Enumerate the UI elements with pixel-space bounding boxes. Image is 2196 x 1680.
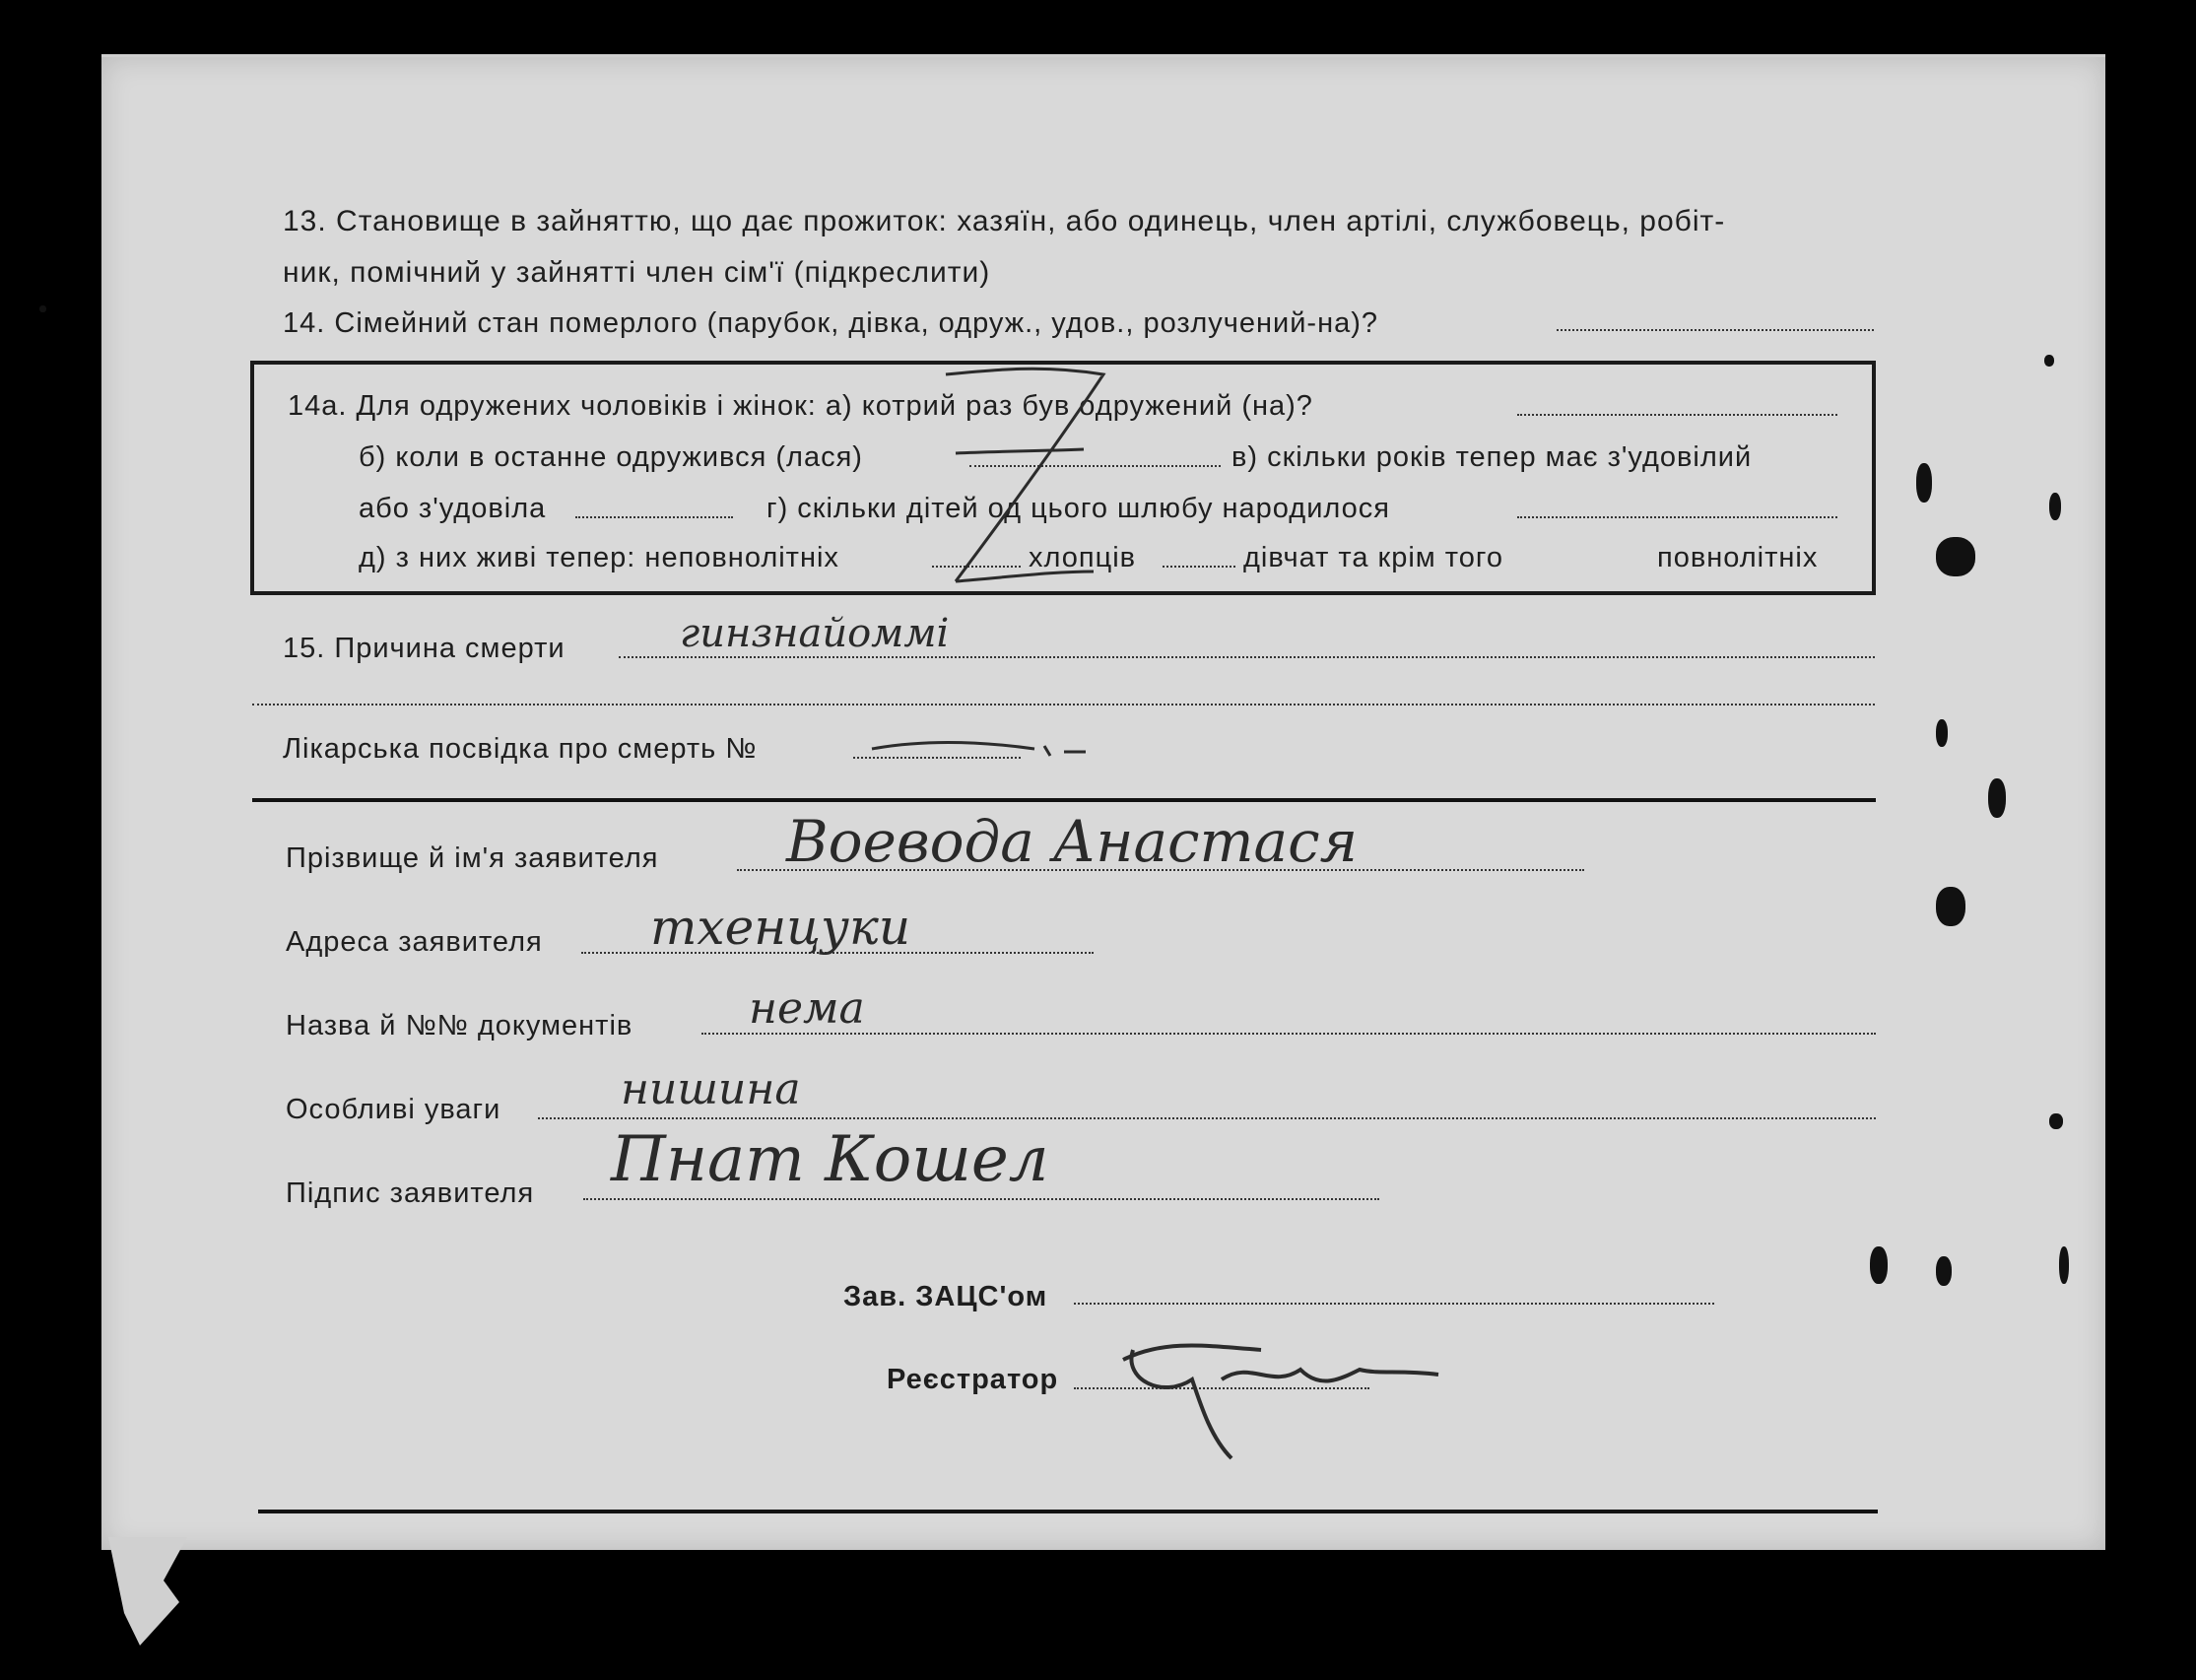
punch-hole (2059, 1246, 2069, 1284)
punch-hole (2049, 1113, 2063, 1129)
applicant-signature-value[interactable]: Пнат Кошел (611, 1123, 1049, 1196)
item14a-widow-answer-line[interactable] (575, 516, 733, 518)
applicant-documents-label: Назва й №№ документів (286, 1010, 633, 1042)
head-signature-line[interactable] (1074, 1303, 1714, 1305)
applicant-documents-value[interactable]: нема (749, 983, 865, 1034)
applicant-notes-value[interactable]: нишина (621, 1064, 801, 1114)
item14a-line4c: дівчат та крім того (1243, 542, 1503, 573)
crossout-stroke (916, 355, 1133, 591)
item14a-line2b: в) скільки років тепер має з'удовілий (1231, 441, 1753, 473)
applicant-name-value[interactable]: Воевода Анастася (786, 808, 1358, 875)
applicant-signature-line[interactable] (583, 1198, 1379, 1200)
item15-answer-line[interactable] (619, 656, 1875, 658)
item15-answer-line-2[interactable] (252, 704, 1875, 706)
item14a-line1: 14а. Для одружених чоловіків і жінок: а) котрий раз був одружений (на)? (288, 390, 1313, 422)
punch-hole (1916, 463, 1932, 503)
item14a-line2a: б) коли в останне одружився (лася) (359, 441, 863, 473)
item14a-line3b: г) скільки дітей од цього шлюбу народилося (766, 493, 1390, 524)
applicant-address-value[interactable]: тхенцуки (650, 899, 911, 956)
item14a-line4b: хлопців (1029, 542, 1137, 573)
item14a-line4d: повнолітніх (1657, 542, 1819, 573)
torn-corner (108, 1537, 187, 1646)
item14-label: 14. Сімейний стан померлого (парубок, дівка, одруж., удов., розлучений-на)? (283, 307, 1379, 339)
applicant-address-label: Адреса заявителя (286, 926, 543, 958)
item13-line1: 13. Становище в зайняттю, що дає прожиток: хазяїн, або одинець, член артілі, службовець, робіт- (283, 205, 1726, 237)
section-divider (252, 798, 1876, 802)
registrar-signature (1103, 1320, 1458, 1468)
applicant-name-label: Прізвище й ім'я заявителя (286, 842, 659, 874)
punch-hole (2049, 493, 2061, 520)
item15-label: 15. Причина смерти (283, 633, 566, 664)
certificate-label: Лікарська посвідка про смерть № (283, 733, 758, 765)
bottom-divider (258, 1510, 1878, 1513)
item14a-line3a: або з'удовіла (359, 493, 547, 524)
item14a-boys-answer-line[interactable] (1163, 566, 1235, 568)
applicant-notes-line[interactable] (538, 1117, 1876, 1119)
applicant-documents-line[interactable] (701, 1033, 1876, 1035)
head-label: Зав. ЗАЦС'ом (843, 1281, 1048, 1312)
applicant-notes-label: Особливі уваги (286, 1094, 501, 1125)
item15-value[interactable]: гинзнайоммі (680, 611, 950, 656)
item14-answer-line[interactable] (1557, 329, 1874, 331)
item14a-a-answer-line[interactable] (1517, 414, 1837, 416)
punch-hole (39, 305, 46, 312)
item14a-line4a: д) з них живі тепер: неповнолітніх (359, 542, 839, 573)
punch-hole (2044, 355, 2054, 367)
certificate-dash-stroke (867, 734, 1103, 764)
punch-hole (1936, 719, 1948, 747)
punch-hole (1936, 887, 1965, 926)
item13-line2: ник, помічний у зайнятті член сім'ї (підкреслити) (283, 256, 991, 289)
item14a-g-answer-line[interactable] (1517, 516, 1837, 518)
punch-hole (1988, 778, 2006, 818)
punch-hole (1870, 1246, 1888, 1284)
punch-hole (1936, 537, 1975, 576)
applicant-signature-label: Підпис заявителя (286, 1177, 535, 1209)
registrar-label: Реєстратор (887, 1364, 1059, 1395)
punch-hole (1936, 1256, 1952, 1286)
